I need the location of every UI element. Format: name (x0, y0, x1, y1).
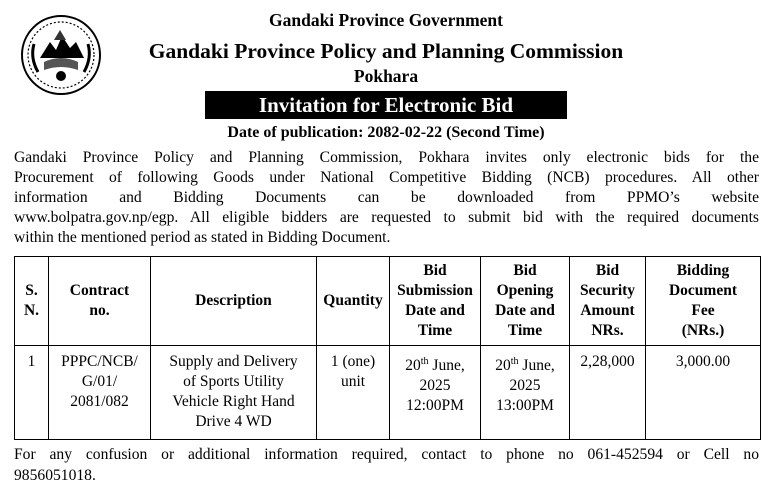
table-row (15, 346, 761, 440)
header-description: Description (151, 257, 317, 346)
header-submission: Bid Submission Date and Time (390, 257, 481, 346)
header-quantity: Quantity (317, 257, 390, 346)
cell-fee: 3,000.00 (646, 346, 761, 440)
contact-paragraph (14, 444, 759, 486)
cell-security: 2,28,000 (570, 346, 646, 440)
government-title: Gandaki Province Government (269, 10, 503, 30)
intro-line: Procurement of following Goods under National Competitive Bidding (NCB) procedures. All other (14, 169, 759, 186)
cell-opening: 20th June, 2025 13:00PM (481, 346, 570, 440)
intro-line: www.bolpatra.gov.np/egp. All eligible bidders are requested to submit bid with the required documents (14, 209, 759, 226)
intro-line: within the mentioned period as stated in Bidding Document. (14, 229, 391, 246)
contact-line: For any confusion or additional information required, contact to phone no 061-452594 or Cell no (14, 446, 759, 463)
cell-sn: 1 (15, 346, 49, 440)
cell-contract: PPPC/NCB/ G/01/ 2081/082 (49, 346, 151, 440)
header-sn: S. N. (15, 257, 49, 346)
cell-description: Supply and Delivery of Sports Utility Vehicle Right Hand Drive 4 WD (151, 346, 317, 440)
intro-line: Gandaki Province Policy and Planning Commission, Pokhara invites only electronic bids for the (14, 149, 759, 166)
bid-table (14, 256, 761, 440)
intro-line: information and Bidding Documents can be downloaded from PPMO’s website (14, 189, 759, 206)
header-contract: Contract no. (49, 257, 151, 346)
header-opening: Bid Opening Date and Time (481, 257, 570, 346)
intro-paragraph (14, 148, 759, 248)
commission-title: Gandaki Province Policy and Planning Commission (148, 39, 624, 63)
notice-banner: Invitation for Electronic Bid (205, 91, 567, 119)
header-security: Bid Security Amount NRs. (570, 257, 646, 346)
cell-quantity: 1 (one) unit (317, 346, 390, 440)
city-title: Pokhara (353, 66, 419, 86)
contact-line: 9856051018. (14, 467, 96, 484)
header-fee: Bidding Document Fee (NRs.) (646, 257, 761, 346)
table-header-row (15, 257, 761, 346)
publication-date: Date of publication: 2082-02-22 (Second Time) (227, 124, 545, 141)
cell-submission: 20th June, 2025 12:00PM (390, 346, 481, 440)
